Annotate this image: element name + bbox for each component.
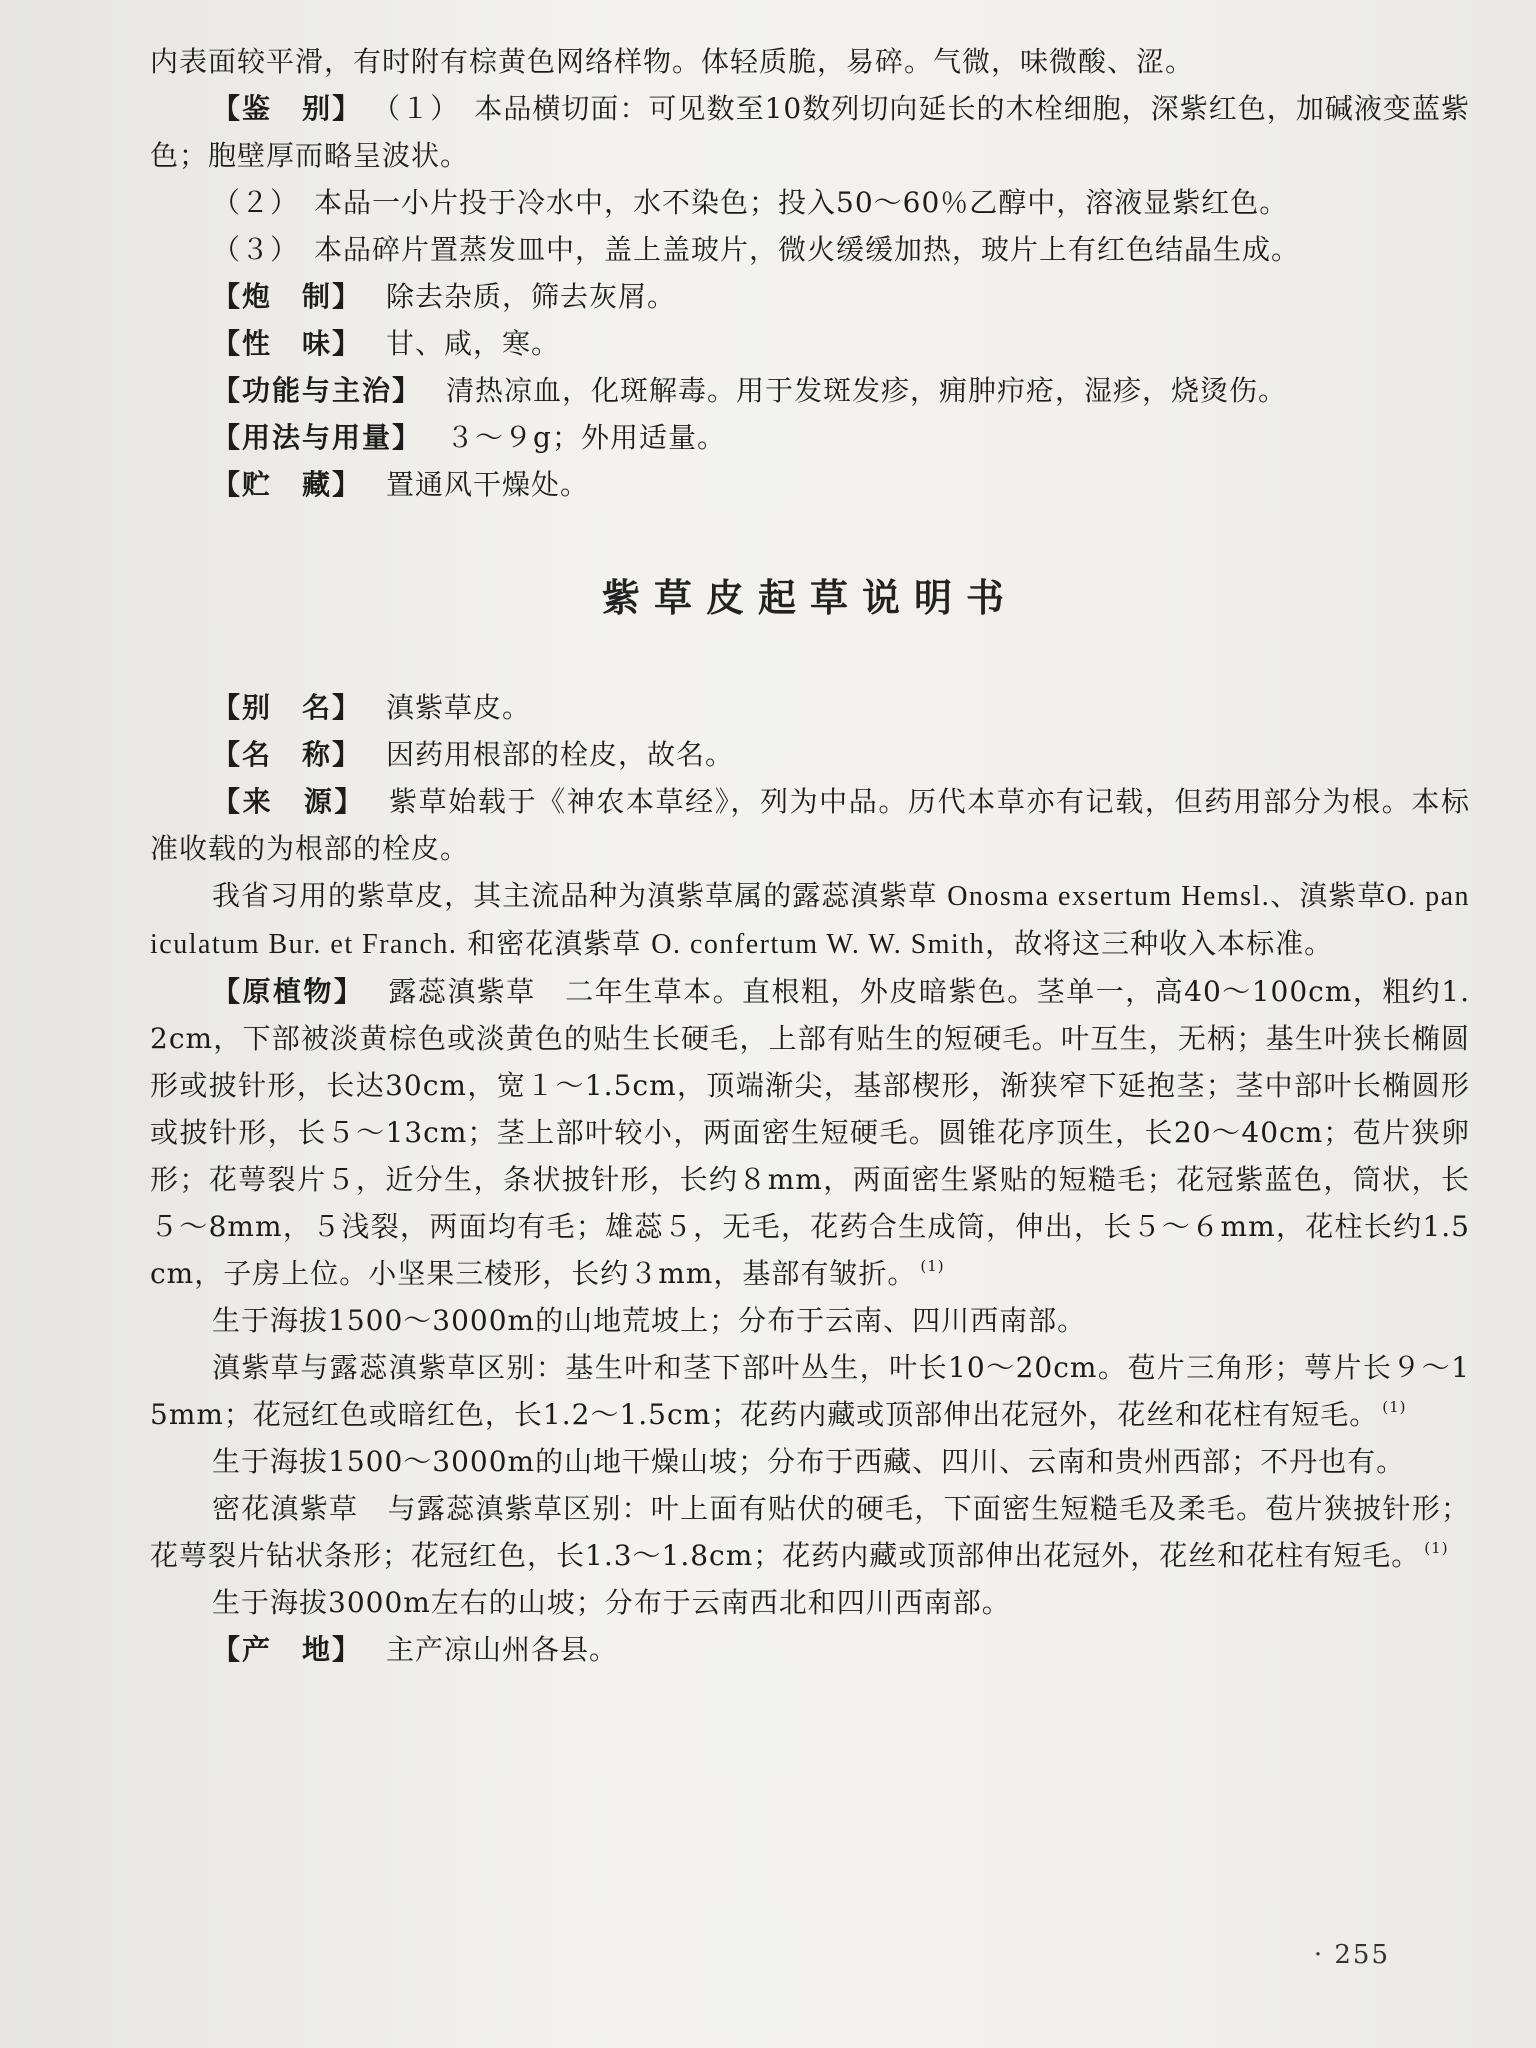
habitat-paragraph-3: 生于海拔3000m左右的山坡；分布于云南西北和四川西南部。 [212, 1586, 1011, 1619]
source-species-text-a: 我省习用的紫草皮，其主流品种为滇紫草属的露蕊滇紫草 [212, 879, 938, 912]
alias-text: 滇紫草皮。 [386, 691, 532, 724]
processing-section [150, 273, 1470, 320]
species-2-paragraph [150, 1344, 1470, 1438]
plant-text: 露蕊滇紫草 二年生草本。直根粗，外皮暗紫色。茎单一，高40～100cm，粗约1.2cm，下部被淡黄棕色或淡黄色的贴生长硬毛，上部有贴生的短硬毛。叶互生，无柄；基生叶狭长椭圆形或披针形，长达30cm，宽１～1.5cm，顶端渐尖，基部楔形，渐狭窄下延抱茎；茎中部叶长椭圆形或披针形，长５～13cm；茎上部叶较小，两面密生短硬毛。圆锥花序顶生，长20～40cm；苞片狭卵形；花萼裂片５，近分生，条状披针形，长约８mm，两面密生紧贴的短糙毛；花冠紫蓝色，筒状，长５～8mm，５浅裂，两面均有毛；雄蕊５，无毛，花药合生成筒，伸出，长５～６mm，花柱长约1.5cm，子房上位。小坚果三棱形，长约３mm，基部有皱折。 [150, 975, 1470, 1290]
processing-label: 【炮 制】 [212, 280, 363, 313]
functions-section [150, 367, 1470, 414]
source-text: 紫草始载于《神农本草经》，列为中品。历代本草亦有记载，但药用部分为根。本标准收载的为根部的栓皮。 [150, 785, 1470, 865]
identification-item-1 [150, 85, 1470, 179]
name-label: 【名 称】 [212, 738, 363, 771]
storage-section [150, 461, 1470, 508]
identification-label: 【鉴 别】 [212, 92, 363, 125]
nature-section [150, 320, 1470, 367]
section-title: 紫草皮起草说明书 [601, 576, 1018, 620]
species-2-reference: (1) [1382, 1398, 1407, 1416]
origin-section [150, 1626, 1470, 1673]
alias-label: 【别 名】 [212, 691, 363, 724]
nature-label: 【性 味】 [212, 327, 363, 360]
processing-text: 除去杂质，筛去灰屑。 [386, 280, 677, 313]
habitat-paragraph-2: 生于海拔1500～3000m的山地干燥山坡；分布于西藏、四川、云南和贵州西部；不丹也有。 [212, 1445, 1406, 1478]
functions-label: 【功能与主治】 [212, 374, 423, 407]
nature-text: 甘、咸，寒。 [386, 327, 561, 360]
species-3-paragraph [150, 1485, 1470, 1579]
species-3-text: 密花滇紫草 与露蕊滇紫草区别：叶上面有贴伏的硬毛，下面密生短糙毛及柔毛。苞片狭披针形；花萼裂片钻状条形；花冠红色，长1.3～1.8cm；花药内藏或顶部伸出花冠外，花丝和花柱有短毛。 [150, 1492, 1470, 1572]
functions-text: 清热凉血，化斑解毒。用于发斑发疹，痈肿疖疮，湿疹，烧烫伤。 [446, 374, 1288, 407]
page-number: · 255 [1313, 1940, 1390, 1970]
habitat-paragraph-1: 生于海拔1500～3000m的山地荒坡上；分布于云南、四川西南部。 [212, 1304, 1087, 1337]
page-body [150, 38, 1470, 1673]
dosage-text: ３～９g；外用适量。 [446, 421, 726, 454]
identification-item-3: （３） 本品碎片置蒸发皿中，盖上盖玻片，微火缓缓加热，玻片上有红色结晶生成。 [212, 233, 1301, 266]
storage-label: 【贮 藏】 [212, 468, 363, 501]
identification-item-2: （２） 本品一小片投于冷水中，水不染色；投入50～60％乙醇中，溶液显紫红色。 [212, 186, 1289, 219]
source-species-paragraph [150, 872, 1470, 968]
source-species-text-b: 、滇紫草 [1270, 879, 1387, 912]
storage-text: 置通风干燥处。 [386, 468, 590, 501]
plant-section [150, 968, 1470, 1297]
source-label: 【来 源】 [212, 785, 366, 818]
dosage-label: 【用法与用量】 [212, 421, 423, 454]
source-species-text-d: ，故将这三种收入本标准。 [985, 927, 1334, 960]
plant-reference: (1) [920, 1257, 945, 1275]
source-species-text-c: 和密花滇紫草 [467, 927, 642, 960]
dosage-section [150, 414, 1470, 461]
latin-name-3: O. confertum W. W. Smith [651, 929, 986, 960]
alias-section [150, 684, 1470, 731]
species-2-text: 滇紫草与露蕊滇紫草区别：基生叶和茎下部叶丛生，叶长10～20cm。苞片三角形；萼片长９～15mm；花冠红色或暗红色，长1.2～1.5cm；花药内藏或顶部伸出花冠外，花丝和花柱有短毛。 [150, 1351, 1470, 1431]
latin-name-1: Onosma exsertum Hemsl. [947, 881, 1271, 912]
identification-item-1-text: （１） 本品横切面：可见数至10数列切向延长的木栓细胞，深紫红色，加碱液变蓝紫色；胞壁厚而略呈波状。 [150, 92, 1470, 172]
name-section [150, 731, 1470, 778]
species-3-reference: (1) [1424, 1539, 1449, 1557]
name-text: 因药用根部的栓皮，故名。 [386, 738, 735, 771]
origin-label: 【产 地】 [212, 1633, 363, 1666]
source-section [150, 778, 1470, 872]
texture-paragraph: 内表面较平滑，有时附有棕黄色网络样物。体轻质脆，易碎。气微，味微酸、涩。 [150, 45, 1195, 78]
plant-label: 【原植物】 [212, 975, 365, 1008]
origin-text: 主产凉山州各县。 [386, 1633, 619, 1666]
latin-name-2: O. paniculatum Bur. et Franch. [150, 881, 1471, 960]
